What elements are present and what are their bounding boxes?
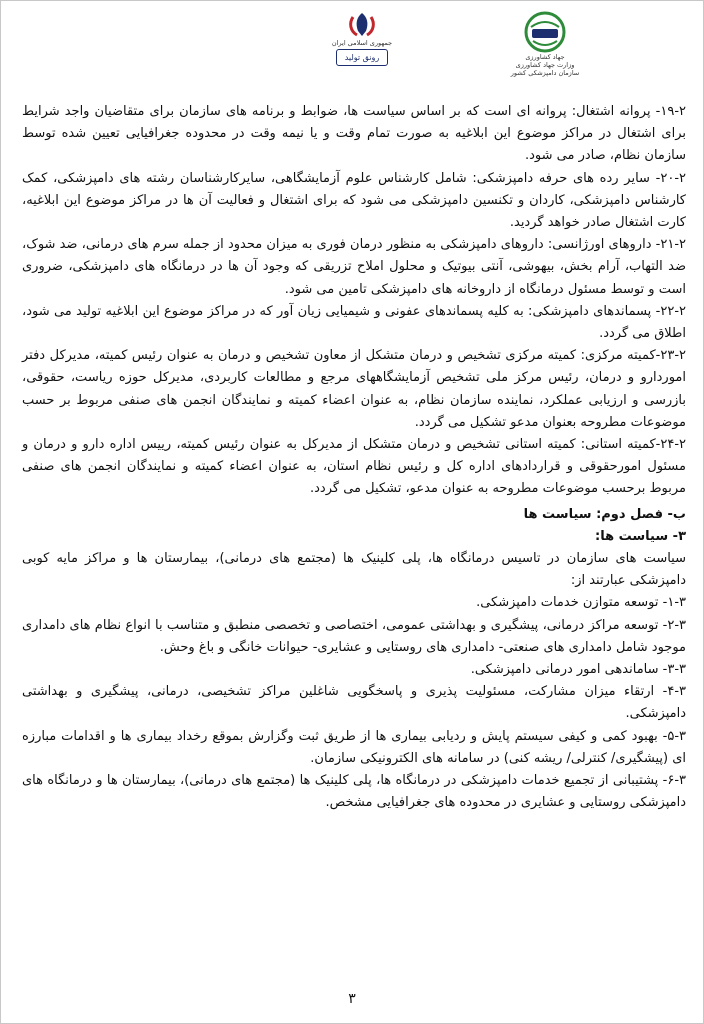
chapter-heading: ب- فصل دوم: سیاست ها xyxy=(523,506,686,522)
policy-item: ۶-۳- پشتیبانی از تجمیع خدمات دامپزشکی در درمانگاه ها، پلی کلینیک ها (مجتمع های درمانی)، بیمارستان ها و درمانگاه های دامپزشکی روستایی و عشایری در محدوده های جغرافیایی مشخص. xyxy=(22,773,686,811)
definition-paragraph: ۲۰-۲- سایر رده های حرفه دامپزشکی: شامل کارشناس علوم آزمایشگاهی، سایرکارشناسان رشته های دامپزشکی، کمک کارشناس دامپزشکی، کاردان و تکنسین دامپزشکی می شود که برای اشتغال و فعالیت آن ها در مراکز موضوع این ابلاغیه، کارت اشتغال صادر خواهد گردید. xyxy=(22,170,686,231)
policy-item: ۴-۳- ارتقاء میزان مشارکت، مسئولیت پذیری و پاسخگویی شاغلین مراکز تشخیصی، درمانی، پیشگیری و بهداشتی دامپزشکی. xyxy=(22,684,686,722)
policy-item: ۵-۳- بهبود کمی و کیفی سیستم پایش و ردیابی بیماری ها از طریق ثبت وگزارش بموقع رخداد بیماری ها و اقدامات مبارزه ای (پیشگیری/ کنترلی/ ریشه کنی) در سامانه های الکترونیکی سازمان. xyxy=(22,728,686,766)
policies-intro: سیاست های سازمان در تاسیس درمانگاه ها، پلی کلینیک ها (مجتمع های درمانی)، بیمارستان ها و مراکز مایه کوبی دامپزشکی عبارتند از: xyxy=(22,551,686,589)
definition-paragraph: ۲۱-۲- داروهای اورژانسی: داروهای دامپزشکی به منظور درمان فوری به میزان محدود از جمله سرم های درمانی، ضد شوک، ضد التهاب، آرام بخش، بیهوشی، آنتی بیوتیک و محلول املاح تزریقی که وجود آن ها در درمانگاه های دامپزشکی، ضروری است و توسط مسئول درمانگاه از داروخانه های دامپزشکی تامین می شود. xyxy=(22,237,686,297)
jahad-logo-title: جهاد کشاورزی xyxy=(525,53,565,61)
definition-paragraph: ۲۳-۲-کمیته مرکزی: کمیته مرکزی تشخیص و درمان متشکل از معاون تشخیص و درمان به عنوان رئیس کمیته، مدیرکل دفتر اموردارو و درمان، رئیس مرکز ملی تشخیص آزمایشگاههای مرجع و مطالعات کاربردی، مدیرکل حوزه ریاست، حقوقی، بازرسی و ارزیابی عملکرد، نماینده سازمان نظام، به عنوان اعضاء کمیته و نمایندگان انجمن های صنفی مربوط بر حسب موضوعات مطروحه بعنوان مدعو تشکیل می گردد. xyxy=(22,348,686,430)
definition-paragraph: ۲۲-۲- پسماندهای دامپزشکی: به کلیه پسماندهای عفونی و شیمیایی زیان آور که در مراکز موضوع این ابلاغیه تولید می شود، اطلاق می گردد. xyxy=(22,303,686,342)
section-heading: ۳- سیاست ها: xyxy=(595,528,686,544)
jahad-keshavarzi-logo xyxy=(505,11,585,81)
document-body xyxy=(22,101,686,815)
ronagh-tolid-ribbon: رونق تولید xyxy=(336,49,389,66)
organization-caption: سازمان دامپزشکی کشور xyxy=(510,69,580,77)
definition-paragraph: ۲۴-۲-کمیته استانی: کمیته استانی تشخیص و درمان متشکل از مدیرکل به عنوان رئیس کمیته، رییس اداره دارو و درمان و مسئول امورحقوقی و قراردادهای اداره کل و رئیس نظام استان، به عنوان اعضاء کمیته و نمایندگان انجمن های صنفی مربوط برحسب موضوعات مطروحه به عنوان مدعو، تشکیل می گردد. xyxy=(22,437,686,497)
page-number: ۳ xyxy=(348,991,356,1007)
policy-item: ۲-۳- توسعه مراکز درمانی، پیشگیری و بهداشتی عمومی، اختصاصی و تخصصی منطبق و متناسب با انواع نظام های دامداری موجود شامل دامداری های صنعتی- دامداری های روستایی و عشایری- حیوانات خانگی و باغ وحش. xyxy=(22,617,686,655)
ministry-caption: وزارت جهاد کشاورزی xyxy=(515,61,575,69)
jahad-emblem-icon xyxy=(523,11,567,53)
definition-paragraph: ۱۹-۲- پروانه اشتغال: پروانه ای است که بر اساس سیاست ها، ضوابط و برنامه های سازمان برای متقاضیان واجد شرایط برای اشتغال در مراکز موضوع این ابلاغیه به صورت تمام وقت و یا نیمه وقت در محدوده جغرافیایی تعیین شده توسط سازمان نظام، صادر می شود. xyxy=(22,104,686,164)
iran-emblem-icon xyxy=(347,11,377,39)
iran-emblem-caption: جمهوری اسلامی ایران xyxy=(331,39,393,47)
iran-emblem-logo xyxy=(324,11,400,85)
policy-item: ۳-۳- ساماندهی امور درمانی دامپزشکی. xyxy=(470,662,686,678)
policy-item: ۱-۳- توسعه متوازن خدمات دامپزشکی. xyxy=(476,595,686,611)
